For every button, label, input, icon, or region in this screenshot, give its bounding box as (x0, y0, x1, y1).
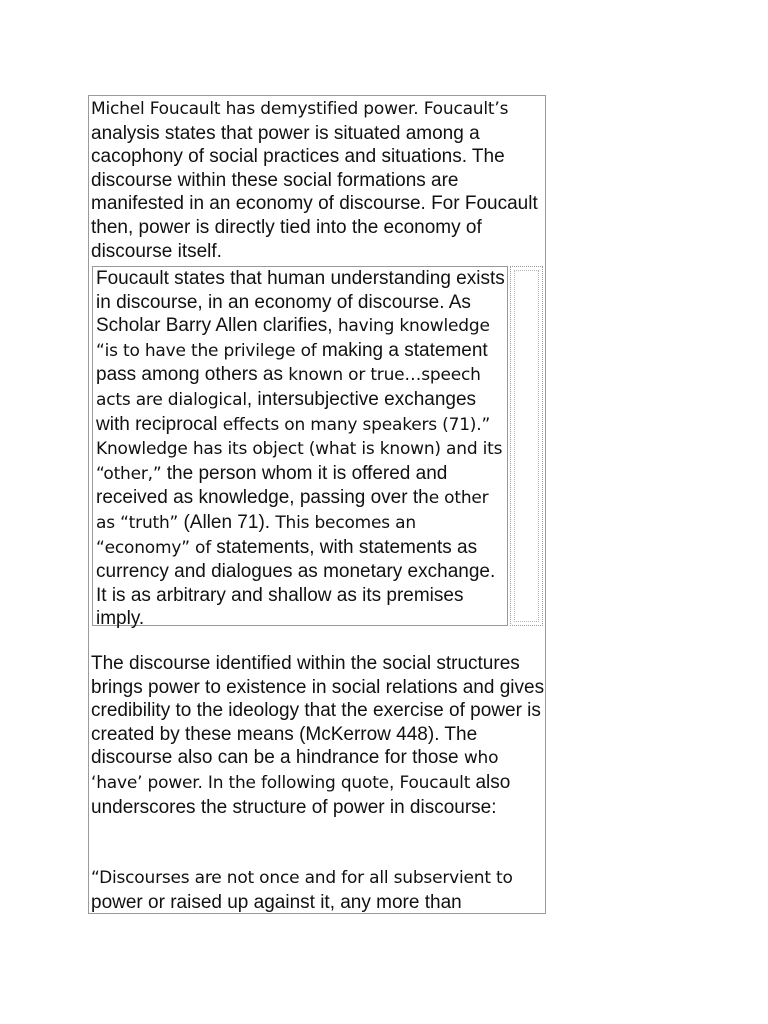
empty-side-text-box (510, 266, 543, 626)
quote-text-box (92, 266, 508, 630)
text-run: analysis states that power is situated among a cacophony of social practices and situations. The discourse within these social formations are manifested in an economy of discourse. For Foucault then, power is directly tied into the economy of discourse itself. (91, 122, 538, 262)
paragraph-discourse-structures (91, 652, 545, 819)
text-run: statements, with statements as currency and dialogues as monetary exchange. It is as arbitrary and shallow as its premises imply. (96, 536, 496, 630)
text-run: Foucault states that human understanding exists in discourse, in an economy of discourse. As Scholar Barry Allen clarifies, (96, 268, 505, 337)
paragraph-foucault-intro (91, 97, 543, 263)
text-run: , (388, 771, 400, 793)
text-run: effects on many speakers (71).” Knowledge has its object (what is known) and its “other,” (96, 414, 503, 484)
paragraph-allen-quote (96, 267, 506, 631)
text-run: “Discourses are not once and for all subservient to (91, 868, 513, 888)
text-run: power or raised up against it, any more than (91, 891, 462, 913)
paragraph-foucault-quote (91, 866, 545, 914)
text-run: The discourse identified within the social structures brings power to existence in social relations and gives credibility to the ideology that the exercise of power is created by these means (McKerrow 448). The discourse also can be a hindrance for those (91, 653, 545, 769)
text-run: Michel Foucault has demystified power. Foucault’s (91, 99, 509, 119)
text-run: This becomes an “economy” of (96, 512, 416, 558)
text-run: (Allen 71). (178, 511, 276, 533)
text-run: having knowledge “is to have the privilege of (96, 316, 490, 361)
text-run: the person whom it is offered and received as knowledge, passing over th (96, 462, 448, 509)
text-run: , intersubjective exchanges with reciprocal (96, 388, 477, 435)
text-run: Foucault (399, 772, 471, 793)
document-text-frame (88, 95, 546, 914)
text-run: who ‘have’ power. In the following quote (91, 748, 499, 793)
text-run: e other as “truth” (96, 488, 489, 533)
text-run: making a statement pass among others as (96, 339, 488, 386)
text-run: also underscores the structure of power in discourse: (91, 771, 511, 818)
side-box-inner-border (514, 270, 539, 622)
text-run: known or true…speech acts are dialogical (96, 365, 481, 410)
